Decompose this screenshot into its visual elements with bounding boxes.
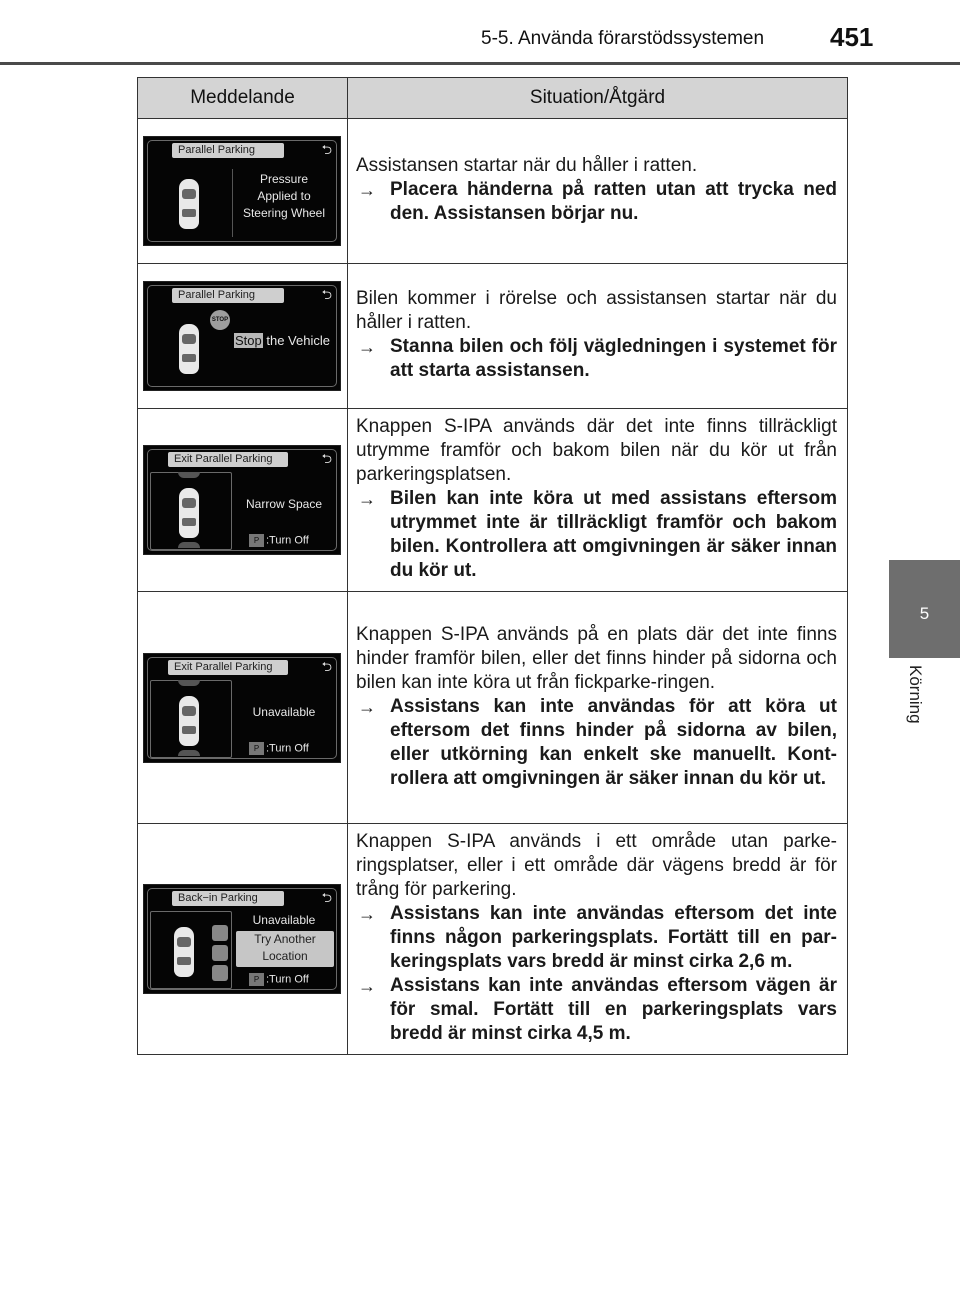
- table-row: [138, 592, 848, 824]
- back-icon: ⮌: [321, 142, 332, 157]
- front-obstacle-icon: [178, 680, 200, 686]
- table-row: [138, 264, 848, 409]
- screen-title: Exit Parallel Parking: [168, 660, 288, 675]
- table-row: [138, 824, 848, 1055]
- turn-off-hint: [249, 534, 309, 547]
- turn-off-label: :Turn Off: [266, 741, 309, 754]
- screen-message-line: Applied to: [257, 189, 311, 203]
- situation-text: Bilen kommer i rörelse och assistansen startar när du håller i ratten.: [356, 288, 837, 333]
- action-item: [356, 902, 837, 974]
- screen-message: Unavailable: [252, 913, 316, 927]
- screen-cell: [138, 824, 348, 1055]
- turn-off-label: :Turn Off: [266, 534, 309, 547]
- situation-text: Assistansen startar när du håller i ratten.: [356, 155, 698, 176]
- situation-text: Knappen S-IPA används där det inte finns tillräckligt utrymme framför och bakom bilen när du kör ut från parkeringsplatsen.: [356, 416, 837, 485]
- situation-cell: [348, 409, 848, 592]
- back-icon: ⮌: [321, 658, 332, 674]
- rear-obstacle-icon: [178, 750, 200, 756]
- action-text: Assistans kan inte användas eftersom vägen är för smal. Fortätt till en parkeringsplats vars bredd är minst cirka 4,5 m.: [390, 975, 837, 1044]
- screen-cell: [138, 264, 348, 409]
- situation-cell: [348, 119, 848, 264]
- screen-cell: [138, 119, 348, 264]
- column-header-message: Meddelande: [138, 78, 348, 119]
- action-text: Bilen kan inte köra ut med assistans eftersom utrymmet inte är tillräckligt framför och bakom bilen. Kontrollera att omgivningen är säker innan du kör ut.: [390, 488, 837, 581]
- car-icon: [179, 179, 199, 229]
- message-table: [137, 77, 848, 1055]
- action-item: [356, 695, 837, 791]
- screen-cell: [138, 592, 348, 824]
- car-icon: [174, 927, 194, 977]
- screen-message-line: Pressure: [259, 172, 309, 186]
- screen-title: Exit Parallel Parking: [168, 452, 288, 467]
- arrow-icon: →: [358, 489, 376, 509]
- action-text: Assistans kan inte användas eftersom det inte finns någon parkeringsplats. Fortätt till en par-keringsplats vars bredd är minst cirka 2,6 m.: [390, 903, 837, 972]
- p-button-icon: P: [249, 973, 264, 986]
- parking-slots: [212, 925, 228, 985]
- screen-message: Unavailable: [252, 704, 316, 719]
- chapter-label-wrap: [905, 665, 929, 745]
- screen-message-rest: the Vehicle: [262, 333, 330, 348]
- turn-off-label: :Turn Off: [266, 973, 309, 986]
- turn-off-hint: [249, 742, 309, 755]
- situation-cell: [348, 824, 848, 1055]
- car-icon: [179, 324, 199, 374]
- chapter-tab: [889, 560, 960, 658]
- arrow-icon: →: [358, 976, 376, 996]
- situation-text: Knappen S-IPA används på en plats där det inte finns hinder framför bilen, eller det finns hinder på sidorna och bilen kan inte köra ut från fickparke-ringen.: [356, 623, 837, 693]
- chapter-label: Körning: [906, 665, 925, 724]
- back-icon: ⮌: [321, 890, 332, 905]
- screen-title: Parallel Parking: [172, 143, 284, 158]
- arrow-icon: →: [358, 904, 376, 924]
- page-number: 451: [830, 22, 874, 52]
- turn-off-hint: [249, 973, 309, 986]
- situation-cell: [348, 264, 848, 409]
- screen-message: [234, 171, 334, 222]
- situation-cell: [348, 592, 848, 824]
- parking-slot-icon: [212, 945, 228, 961]
- situation-text: Knappen S-IPA används i ett område utan parke-ringsplatser, eller i ett område där vägens bredd är för trång för parkering.: [356, 831, 837, 900]
- parking-slot-icon: [212, 925, 228, 941]
- action-item: [356, 178, 837, 226]
- back-icon: ⮌: [321, 451, 332, 466]
- table-header-row: [138, 78, 848, 119]
- screen-message-highlight: Stop: [235, 333, 262, 348]
- p-button-icon: P: [249, 534, 264, 547]
- display-screen-pressure: [143, 136, 341, 246]
- action-text: Placera händerna på ratten utan att trycka ned den. Assistansen börjar nu.: [390, 179, 837, 224]
- action-text: Stanna bilen och följ vägledningen i systemet för att starta assistansen.: [390, 336, 837, 381]
- front-obstacle-icon: [178, 472, 200, 478]
- parking-slot-icon: [212, 965, 228, 981]
- action-item: [356, 974, 837, 1046]
- display-screen-stop: [143, 281, 341, 391]
- screen-title: Back−in Parking: [172, 891, 284, 906]
- try-line: Try Another: [254, 932, 316, 946]
- display-screen-unavailable: [143, 653, 341, 763]
- arrow-icon: →: [358, 180, 376, 200]
- car-icon: [179, 488, 199, 538]
- column-header-situation: Situation/Åtgärd: [348, 78, 848, 119]
- chapter-number: 5: [919, 604, 930, 623]
- screen-message: Narrow Space: [245, 497, 323, 511]
- arrow-icon: →: [358, 337, 376, 357]
- screen-cell: [138, 409, 348, 592]
- rear-obstacle-icon: [178, 542, 200, 548]
- screen-message-line: Steering Wheel: [242, 206, 326, 220]
- action-item: [356, 487, 837, 583]
- screen-divider: [232, 169, 233, 237]
- car-icon: [179, 696, 199, 746]
- back-icon: ⮌: [321, 287, 332, 302]
- screen-title: Parallel Parking: [172, 288, 284, 303]
- section-title: 5-5. Använda förarstödssystemen: [481, 28, 765, 49]
- try-line: Location: [262, 949, 308, 963]
- stop-sign-icon: STOP: [210, 310, 230, 330]
- header-divider: [0, 62, 960, 65]
- action-item: [356, 335, 837, 383]
- action-text: Assistans kan inte användas för att köra ut eftersom det finns hinder på sidorna av bilen, eller utkörning kan enkelt ske manuellt. Kont-rollera att omgivningen är säker innan du kör ut.: [390, 695, 837, 789]
- try-another-location-box: [236, 931, 334, 967]
- table-row: [138, 409, 848, 592]
- p-button-icon: P: [249, 742, 264, 755]
- display-screen-back-in: [143, 884, 341, 994]
- arrow-icon: →: [358, 696, 376, 717]
- table-row: [138, 119, 848, 264]
- display-screen-narrow-space: [143, 445, 341, 555]
- screen-message: [232, 332, 332, 349]
